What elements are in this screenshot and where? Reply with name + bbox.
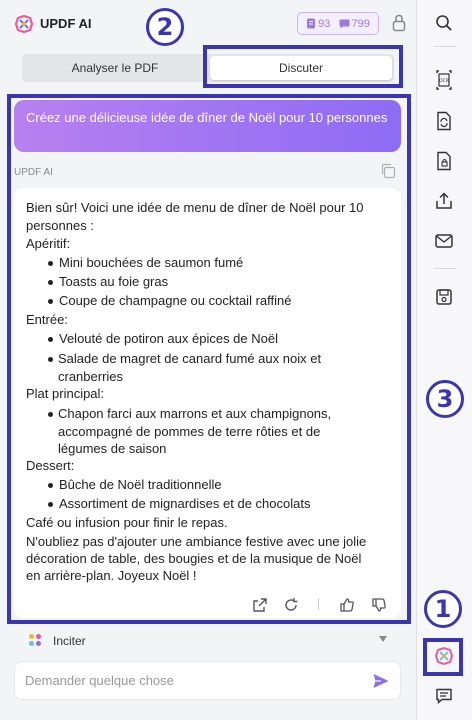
prompt-icon [28, 633, 42, 647]
list-item-text: Velouté de potiron aux épices de Noël [59, 331, 278, 346]
regenerate-icon[interactable] [283, 597, 299, 613]
lock-icon[interactable] [392, 14, 406, 32]
response-closing-line1: N'oubliez pas d'ajouter une ambiance festive avec une jolie [26, 534, 367, 549]
export-icon[interactable] [252, 597, 268, 613]
mail-icon [435, 233, 453, 249]
credits-messages-count: 799 [351, 17, 370, 30]
response-closing-line2: décoration de table, des bougies et de la musique de Noël [26, 551, 362, 566]
panel-header [0, 0, 416, 46]
chevron-down-icon [379, 636, 387, 642]
list-item [58, 274, 168, 289]
share-button[interactable] [433, 190, 455, 212]
search-button[interactable] [433, 12, 455, 34]
response-closing-line3: en arrière-plan. Joyeux Noël ! [26, 568, 197, 583]
convert-button[interactable] [433, 110, 455, 132]
updf-ai-icon [434, 646, 454, 666]
svg-text:OCR: OCR [439, 79, 449, 84]
list-item [58, 293, 291, 308]
comment-icon [435, 687, 453, 705]
comment-button[interactable] [433, 685, 455, 707]
send-icon[interactable] [372, 672, 390, 690]
share-icon [435, 192, 453, 210]
protect-document-icon [435, 151, 453, 171]
credits-messages [339, 18, 370, 30]
thumbs-down-icon[interactable] [371, 597, 387, 613]
section-heading: Plat principal: [26, 386, 105, 401]
list-item-text: Chapon farci aux marrons et aux champignons, accompagné de pommes de terre rôties et de légumes de saison [58, 406, 332, 456]
prompt-selector[interactable] [14, 628, 401, 654]
list-item [58, 255, 243, 270]
page-credit-icon [306, 18, 316, 29]
list-item-text: Salade de magret de canard fumé aux noix et cranberries [58, 351, 322, 384]
email-button[interactable] [433, 230, 455, 252]
chat-input-box [14, 661, 401, 700]
list-item [48, 350, 328, 385]
credits-badge[interactable] [297, 12, 379, 35]
save-icon [435, 288, 453, 306]
protect-button[interactable] [433, 150, 455, 172]
search-icon [435, 14, 453, 32]
thumbs-up-icon[interactable] [339, 597, 355, 613]
message-credit-icon [339, 19, 350, 29]
bullet-icon [48, 357, 53, 362]
list-item [58, 477, 222, 492]
app-title: UPDF AI [40, 16, 92, 31]
response-closing: Café ou infusion pour finir le repas. [26, 515, 228, 530]
credits-pages [306, 18, 330, 30]
list-item [58, 331, 278, 346]
credits-pages-count: 93 [318, 17, 331, 30]
bullet-icon [48, 412, 53, 417]
annotation-badge: 1 [424, 590, 462, 628]
updf-ai-button[interactable] [433, 645, 455, 667]
mode-tabs [22, 54, 394, 82]
list-item-text: Toasts au foie gras [59, 274, 169, 289]
list-item-text: Bûche de Noël traditionnelle [59, 477, 222, 492]
chat-input[interactable] [15, 662, 355, 699]
list-item [48, 405, 338, 458]
rail-divider [434, 46, 456, 47]
tab-analyze-pdf[interactable]: Analyser le PDF [71, 61, 159, 75]
response-intro-line2: personnes : [26, 218, 94, 233]
list-item-text: Mini bouchées de saumon fumé [59, 255, 244, 270]
annotation-badge: 3 [426, 380, 464, 418]
section-heading: Entrée: [26, 312, 68, 327]
tab-chat[interactable]: Discuter [210, 56, 392, 80]
ocr-button[interactable] [433, 69, 455, 91]
list-item-text: Assortiment de mignardises et de chocolats [59, 496, 311, 511]
copy-icon[interactable] [380, 163, 396, 179]
ai-sender-label: UPDF AI [14, 167, 53, 178]
save-button[interactable] [433, 286, 455, 308]
list-item [58, 496, 310, 511]
annotation-badge: 2 [146, 8, 184, 46]
convert-icon [435, 111, 453, 131]
action-separator [318, 598, 319, 610]
rail-divider [434, 268, 456, 269]
prompt-selector-label: Inciter [53, 634, 86, 648]
section-heading: Dessert: [26, 458, 75, 473]
ocr-icon [435, 70, 453, 90]
user-message-bubble: Créez une délicieuse idée de dîner de Noël pour 10 personnes [14, 100, 401, 152]
list-item-text: Coupe de champagne ou cocktail raffiné [59, 293, 292, 308]
updf-logo-icon [14, 14, 34, 34]
response-intro-line1: Bien sûr! Voici une idée de menu de dîner de Noël pour 10 [26, 200, 364, 215]
section-heading: Apéritif: [26, 236, 71, 251]
